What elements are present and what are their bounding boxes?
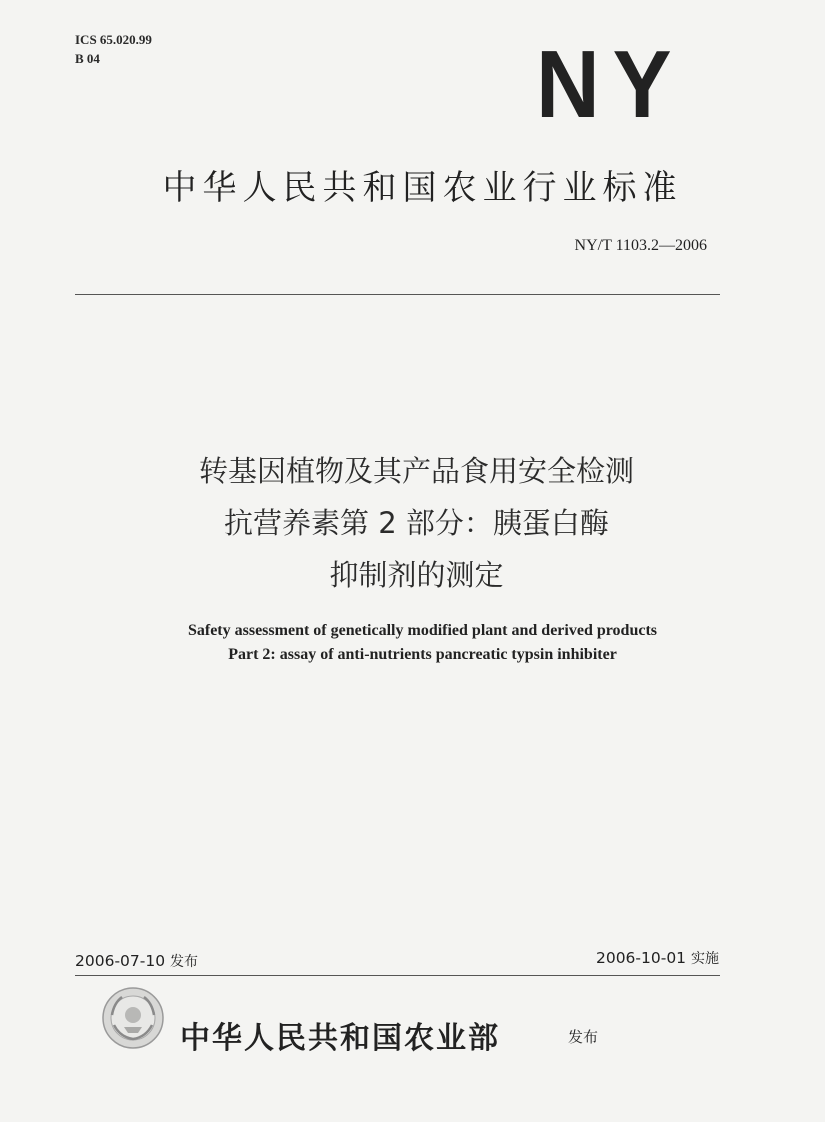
chinese-title-line-1: 转基因植物及其产品食用安全检测 [198,454,634,488]
english-title [0,619,825,667]
english-title-line-2: Part 2: assay of anti-nutrients pancreatic typsin inhibiter [228,646,617,663]
ny-logo: NY [536,31,685,138]
issuer-name: 中华人民共和国农业部 [180,1021,500,1056]
chinese-title-line-2: 抗营养素第 2 部分：胰蛋白酶 [224,506,609,540]
effective-date-block [596,948,719,968]
ministry-emblem-icon [100,985,166,1051]
category-code: B 04 [75,51,100,66]
standard-code: NY/T 1103.2—2006 [574,237,707,254]
chinese-title [0,445,825,601]
effective-label: 实施 [691,951,719,967]
ics-code: ICS 65.020.99 [75,32,152,47]
issue-date: 2006-07-10 [75,952,166,970]
chinese-title-line-3: 抑制剂的测定 [329,558,504,592]
issue-label: 发布 [170,954,199,970]
effective-date: 2006-10-01 [595,949,687,967]
bottom-divider [75,975,720,976]
standard-type-heading: 中华人民共和国农业行业标准 [162,168,683,208]
english-title-line-1: Safety assessment of genetically modified plant and derived products [187,622,658,639]
issue-date-block [75,951,198,971]
classification-codes [75,30,152,68]
top-divider [75,294,720,295]
issuer-action: 发布 [568,1028,599,1046]
